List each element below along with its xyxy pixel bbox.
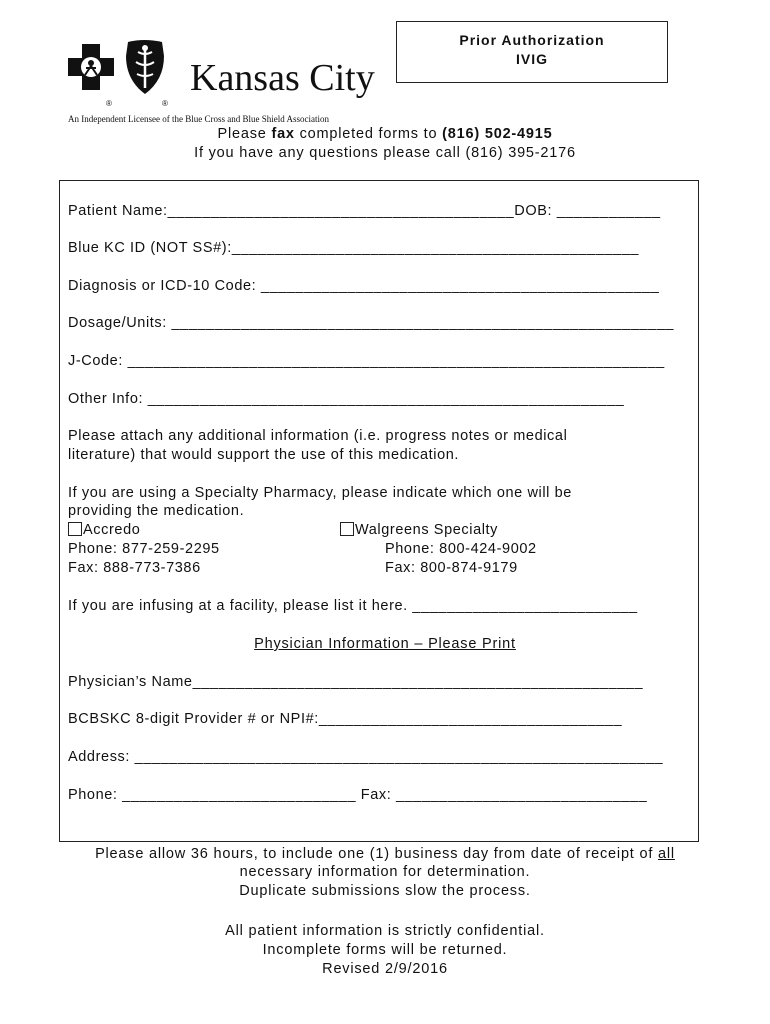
form-title-box	[396, 21, 668, 83]
brand-tagline: An Independent Licensee of the Blue Cross and Blue Shield Association	[68, 114, 329, 124]
address-field[interactable]: Address: _____________________________________________________________	[68, 749, 664, 765]
attach-info-line1: Please attach any additional information (i.e. progress notes or medical	[68, 428, 568, 444]
brand-name: Kansas City	[190, 57, 375, 99]
fax-prefix: Please	[217, 126, 272, 142]
provider-number-field[interactable]: BCBSKC 8-digit Provider # or NPI#:___________________________________	[68, 711, 623, 727]
walgreens-checkbox[interactable]	[340, 522, 354, 536]
attach-info-line2: literature) that would support the use of this medication.	[68, 447, 460, 463]
fax-word: fax	[271, 126, 295, 142]
processing-time-all: all	[658, 846, 675, 862]
specialty-pharmacy-line1: If you are using a Specialty Pharmacy, please indicate which one will be	[68, 485, 572, 501]
revision-date: Revised 2/9/2016	[322, 961, 448, 977]
form-title: Prior Authorization	[459, 32, 605, 48]
accredo-option[interactable]	[68, 522, 140, 538]
jcode-field[interactable]: J-Code: ______________________________________________________________	[68, 353, 665, 369]
processing-time-note	[0, 846, 770, 862]
confidentiality-note: All patient information is strictly confidential.	[225, 923, 545, 939]
blue-kc-logo	[66, 36, 396, 126]
fax-middle: completed forms to	[294, 126, 443, 142]
form-subtitle: IVIG	[515, 51, 548, 67]
svg-text:®: ®	[162, 99, 168, 108]
patient-name-field[interactable]: Patient Name:________________________________________DOB: ____________	[68, 203, 661, 219]
blue-kc-id-field[interactable]: Blue KC ID (NOT SS#):_______________________________________________	[68, 240, 640, 256]
physician-info-heading	[0, 636, 770, 652]
walgreens-label: Walgreens Specialty	[355, 522, 499, 538]
phone-fax-field[interactable]: Phone: ___________________________ Fax: _____________________________	[68, 787, 648, 803]
physician-name-field[interactable]: Physician’s Name____________________________________________________	[68, 674, 644, 690]
processing-time-note-line2: necessary information for determination.	[239, 864, 531, 880]
walgreens-fax: Fax: 800-874-9179	[385, 560, 518, 576]
walgreens-phone: Phone: 800-424-9002	[385, 541, 537, 557]
physician-info-heading-text: Physician Information – Please Print	[254, 636, 516, 652]
duplicate-submissions-note: Duplicate submissions slow the process.	[239, 883, 531, 899]
dosage-field[interactable]: Dosage/Units: __________________________________________________________	[68, 315, 675, 331]
questions-phone: If you have any questions please call (816) 395-2176	[194, 145, 576, 161]
processing-time-text: Please allow 36 hours, to include one (1) business day from date of receipt of	[95, 846, 658, 862]
fax-number: (816) 502-4915	[442, 126, 553, 142]
diagnosis-field[interactable]: Diagnosis or ICD-10 Code: ______________________________________________	[68, 278, 660, 294]
fax-instructions	[0, 126, 770, 142]
other-info-field[interactable]: Other Info: _______________________________________________________	[68, 391, 625, 407]
accredo-fax: Fax: 888-773-7386	[68, 560, 201, 576]
incomplete-forms-note: Incomplete forms will be returned.	[262, 942, 508, 958]
specialty-pharmacy-line2: providing the medication.	[68, 503, 245, 519]
walgreens-option[interactable]	[340, 522, 498, 538]
accredo-checkbox[interactable]	[68, 522, 82, 536]
facility-field[interactable]: If you are infusing at a facility, please list it here. __________________________	[68, 598, 638, 614]
svg-text:®: ®	[106, 99, 112, 108]
accredo-phone: Phone: 877-259-2295	[68, 541, 220, 557]
accredo-label: Accredo	[83, 522, 141, 538]
cross-and-shield-icon	[66, 36, 186, 114]
